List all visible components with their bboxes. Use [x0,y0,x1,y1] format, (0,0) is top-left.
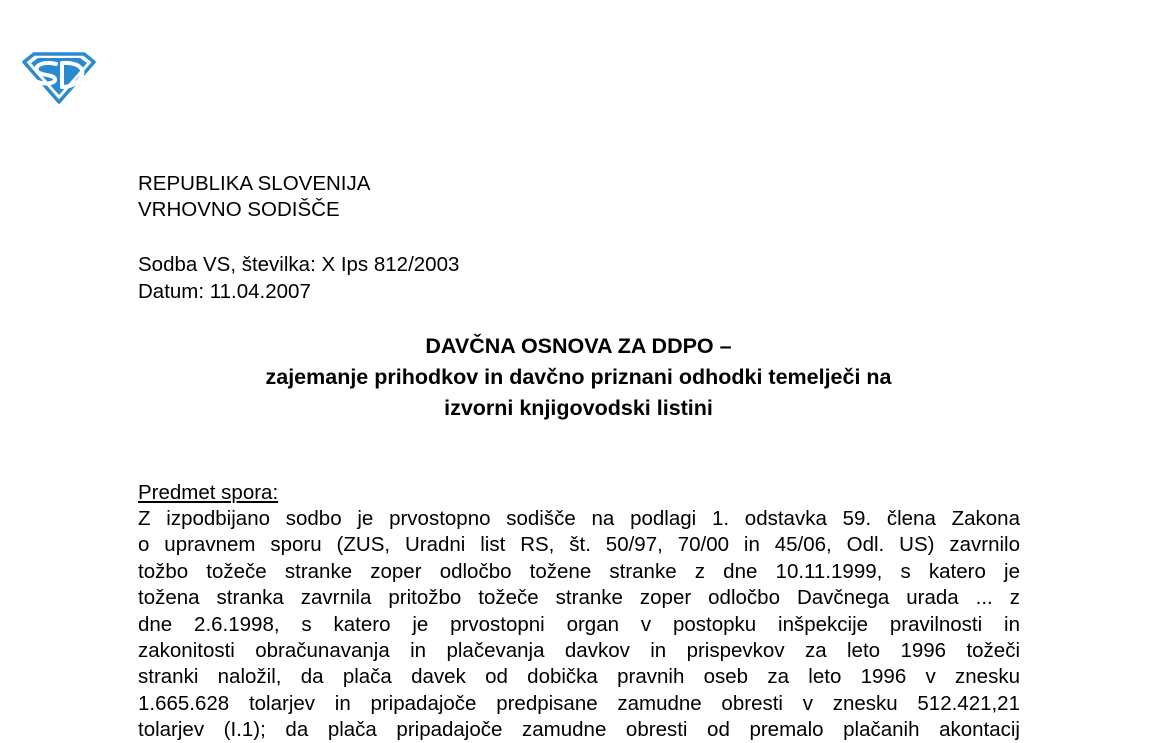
sd-shield-logo-icon [22,50,96,104]
body-line: Z izpodbijano sodbo je prvostopno sodišče na podlagi 1. odstavka 59. člena Zakona [138,507,1020,530]
title-line-3: izvorni knjigovodski listini [444,396,713,420]
section-heading: Predmet spora: [138,481,279,504]
judgment-date: Datum: 11.04.2007 [138,280,311,303]
court-header [138,171,370,223]
body-line: tožbo tožeče stranke zoper odločbo tožene stranke z dne 10.11.1999, s katero je [138,559,1020,583]
body-line: tožena stranka zavrnila pritožbo tožeče stranke zoper odločbo Davčnega urada ... z [138,586,1020,610]
body-line: dne 2.6.1998, s katero je prvostopni organ v postopku inšpekcije pravilnosti in [138,612,1020,636]
title-line-1: DAVČNA OSNOVA ZA DDPO – [425,334,732,358]
country-name: REPUBLIKA SLOVENIJA [138,172,371,195]
body-line: tolarjev (I.1); da plača pripadajoče zamudne obresti od premalo plačanih akontacij [138,718,1020,742]
court-name: VRHOVNO SODIŠČE [138,198,340,221]
case-number: Sodba VS, številka: X Ips 812/2003 [138,253,460,276]
section-body [138,506,1020,743]
body-line: 1.665.628 tolarjev in pripadajoče predpisane zamudne obresti v znesku 512.421,21 [138,691,1020,715]
body-line: stranki naložil, da plača davek od dobička pravnih oseb za leto 1996 v znesku [138,665,1020,689]
title-line-2: zajemanje prihodkov in davčno priznani odhodki temelječi na [265,365,892,389]
document-title [120,331,1037,424]
body-line: zakonitosti obračunavanja in plačevanja davkov in prispevkov za leto 1996 tožeči [138,638,1020,662]
body-line: o upravnem sporu (ZUS, Uradni list RS, št. 50/97, 70/00 in 45/06, Odl. US) zavrnilo [138,533,1020,557]
case-meta [138,251,459,305]
